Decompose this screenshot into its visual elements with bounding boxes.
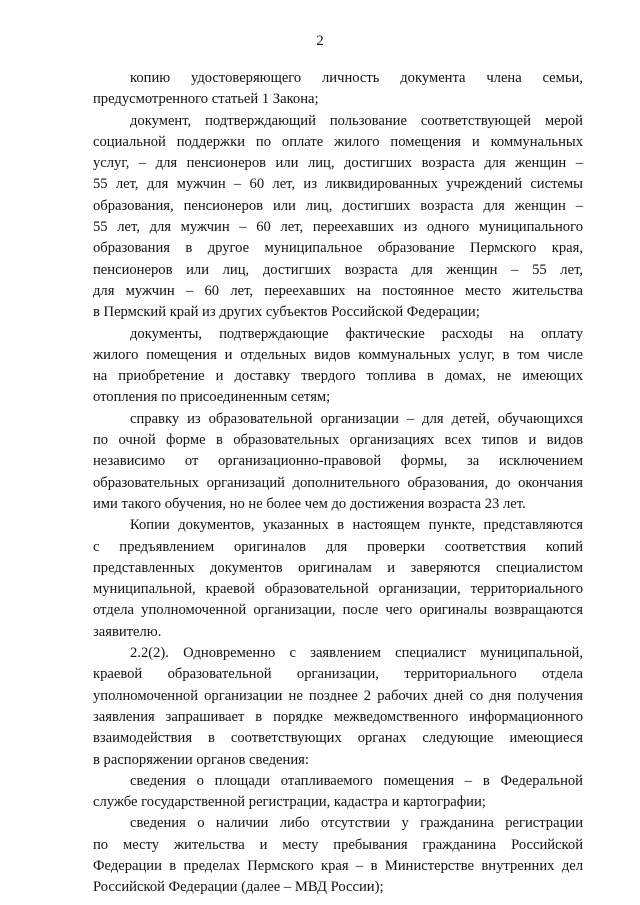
text-line: заявителю. — [93, 623, 162, 640]
document-body — [93, 68, 583, 899]
paragraph — [93, 409, 583, 515]
paragraph — [93, 324, 583, 409]
text-line: 2.2(2). Одновременно с заявлением специалист муниципальной, — [130, 645, 583, 662]
paragraph — [93, 68, 583, 111]
text-line: Копии документов, указанных в настоящем пункте, представляются — [130, 517, 583, 534]
text-line: краевой образовательной организации, территориального отдела — [93, 666, 583, 683]
text-line: в распоряжении органов сведения: — [93, 751, 309, 768]
text-line: Российской Федерации (далее – МВД России); — [93, 879, 384, 896]
text-line: в Пермский край из других субъектов Российской Федерации; — [93, 304, 480, 321]
text-line: Федерации в пределах Пермского края – в Министерстве внутренних дел — [93, 857, 583, 874]
text-line: отдела уполномоченной организации, после чего оригиналы возвращаются — [93, 602, 583, 619]
text-line: 55 лет, для мужчин – 60 лет, переехавших из одного муниципального — [93, 219, 583, 236]
text-line: отопления по присоединенным сетям; — [93, 389, 331, 406]
text-line: службе государственной регистрации, кадастра и картографии; — [93, 794, 486, 811]
text-line: жилого помещения и отдельных видов коммунальных услуг, в том числе — [93, 346, 583, 363]
text-line: социальной поддержки по оплате жилого помещения и коммунальных — [93, 133, 583, 150]
text-line: сведения о площади отапливаемого помещения – в Федеральной — [130, 772, 583, 789]
text-line: документ, подтверждающий пользование соответствующей мерой — [130, 112, 583, 129]
paragraph — [93, 813, 583, 898]
text-line: образовательных организаций дополнительного образования, до окончания — [93, 474, 583, 491]
text-line: 55 лет, для мужчин – 60 лет, из ликвидированных учреждений системы — [93, 176, 583, 193]
text-line: предусмотренного статьей 1 Закона; — [93, 91, 319, 108]
text-line: на приобретение и доставку твердого топлива в домах, не имеющих — [93, 368, 583, 385]
paragraph — [93, 771, 583, 814]
paragraph — [93, 111, 583, 324]
text-line: образования в другое муниципальное образование Пермского края, — [93, 240, 583, 257]
paragraph — [93, 515, 583, 643]
page-number: 2 — [316, 33, 324, 49]
text-line: образования, пенсионеров или лиц, достигших возраста для женщин – — [93, 197, 583, 214]
text-line: по месту жительства и месту пребывания гражданина Российской — [93, 836, 583, 853]
text-line: пенсионеров или лиц, достигших возраста для женщин – 55 лет, — [93, 261, 583, 278]
text-line: справку из образовательной организации – для детей, обучающихся — [130, 410, 583, 427]
paragraph — [93, 643, 583, 771]
text-line: для мужчин – 60 лет, переехавших на постоянное место жительства — [93, 282, 583, 299]
text-line: независимо от организационно-правовой формы, за исключением — [93, 453, 583, 470]
text-line: с предъявлением оригиналов для проверки соответствия копий — [93, 538, 583, 555]
text-line: заявления запрашивает в порядке межведомственного информационного — [93, 708, 583, 725]
text-line: представленных документов оригиналам и заверяются специалистом — [93, 559, 583, 576]
text-line: ими такого обучения, но не более чем до достижения возраста 23 лет. — [93, 495, 526, 512]
text-line: сведения о наличии либо отсутствии у гражданина регистрации — [130, 815, 583, 832]
text-line: муниципальной, краевой образовательной организации, территориального — [93, 581, 583, 598]
text-line: услуг, – для пенсионеров или лиц, достигших возраста для женщин – — [93, 155, 583, 172]
text-line: по очной форме в образовательных организациях всех типов и видов — [93, 432, 583, 449]
text-line: взаимодействия в соответствующих органах следующие имеющиеся — [93, 730, 583, 747]
text-line: уполномоченной организации не позднее 2 рабочих дней со дня получения — [93, 687, 583, 704]
text-line: документы, подтверждающие фактические расходы на оплату — [130, 325, 583, 342]
text-line: копию удостоверяющего личность документа члена семьи, — [130, 70, 583, 86]
